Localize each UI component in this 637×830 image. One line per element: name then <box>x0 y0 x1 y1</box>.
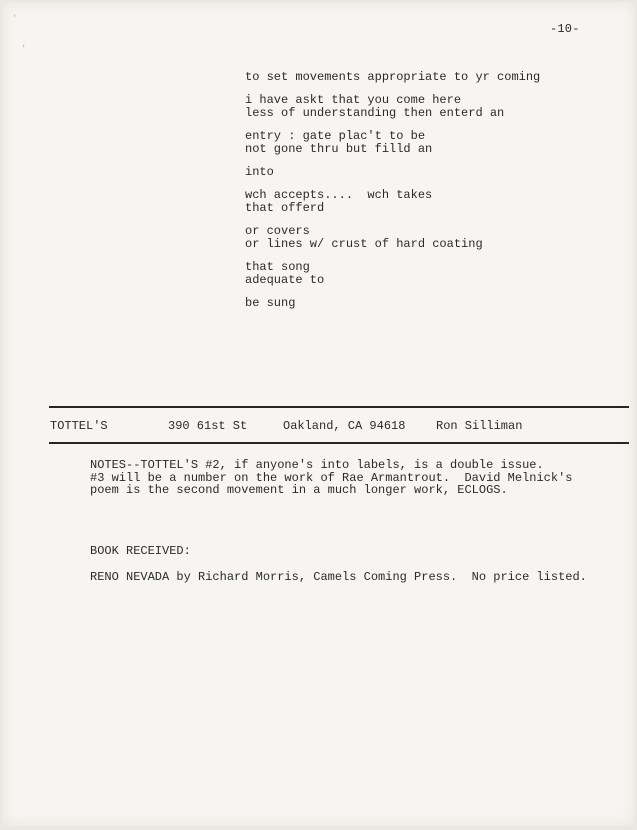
street-address: 390 61st St <box>168 419 248 433</box>
poem-line: not gone thru but filld an <box>245 142 433 156</box>
notes-line: #3 will be a number on the work of Rae Armantrout. David Melnick's <box>90 470 573 485</box>
books-received-heading: BOOK RECEIVED: <box>90 544 191 558</box>
notes-paragraph <box>90 459 572 497</box>
document-page <box>2 2 635 826</box>
poem-line: wch accepts.... wch takes <box>245 188 433 202</box>
poem-line: entry : gate plac't to be <box>245 129 426 143</box>
poem-line: that offerd <box>245 201 325 215</box>
page-number: -10- <box>550 22 580 36</box>
poem-line: or covers <box>245 224 310 238</box>
books-received-item: RENO NEVADA by Richard Morris, Camels Coming Press. No price listed. <box>90 570 587 584</box>
bottom-rule <box>49 442 629 444</box>
poem-line: to set movements appropriate to yr coming <box>245 70 541 84</box>
binding-mark: ' <box>21 44 27 54</box>
binding-mark: ' <box>12 14 18 24</box>
poem-line: less of understanding then enterd an <box>245 106 505 120</box>
poem-stanza <box>245 297 540 310</box>
poem-line: be sung <box>245 296 296 310</box>
poem-line: adequate to <box>245 273 325 287</box>
poem-line: i have askt that you come here <box>245 93 462 107</box>
editor-name: Ron Silliman <box>436 419 523 433</box>
poem-stanza <box>245 225 540 251</box>
poem-line: that song <box>245 260 310 274</box>
poem-line: into <box>245 165 274 179</box>
poem-stanza <box>245 261 540 287</box>
magazine-title: TOTTEL'S <box>50 419 108 433</box>
city-state-zip: Oakland, CA 94618 <box>283 419 406 433</box>
poem-stanza <box>245 94 540 120</box>
poem-line: or lines w/ crust of hard coating <box>245 237 483 251</box>
poem-stanza <box>245 166 540 179</box>
poem-stanza <box>245 71 540 84</box>
notes-line: poem is the second movement in a much longer work, ECLOGS. <box>90 483 508 497</box>
notes-line: NOTES--TOTTEL'S #2, if anyone's into labels, is a double issue. <box>90 458 544 472</box>
poem-stanza <box>245 189 540 215</box>
top-rule <box>49 406 629 408</box>
poem <box>245 71 540 320</box>
poem-stanza <box>245 130 540 156</box>
